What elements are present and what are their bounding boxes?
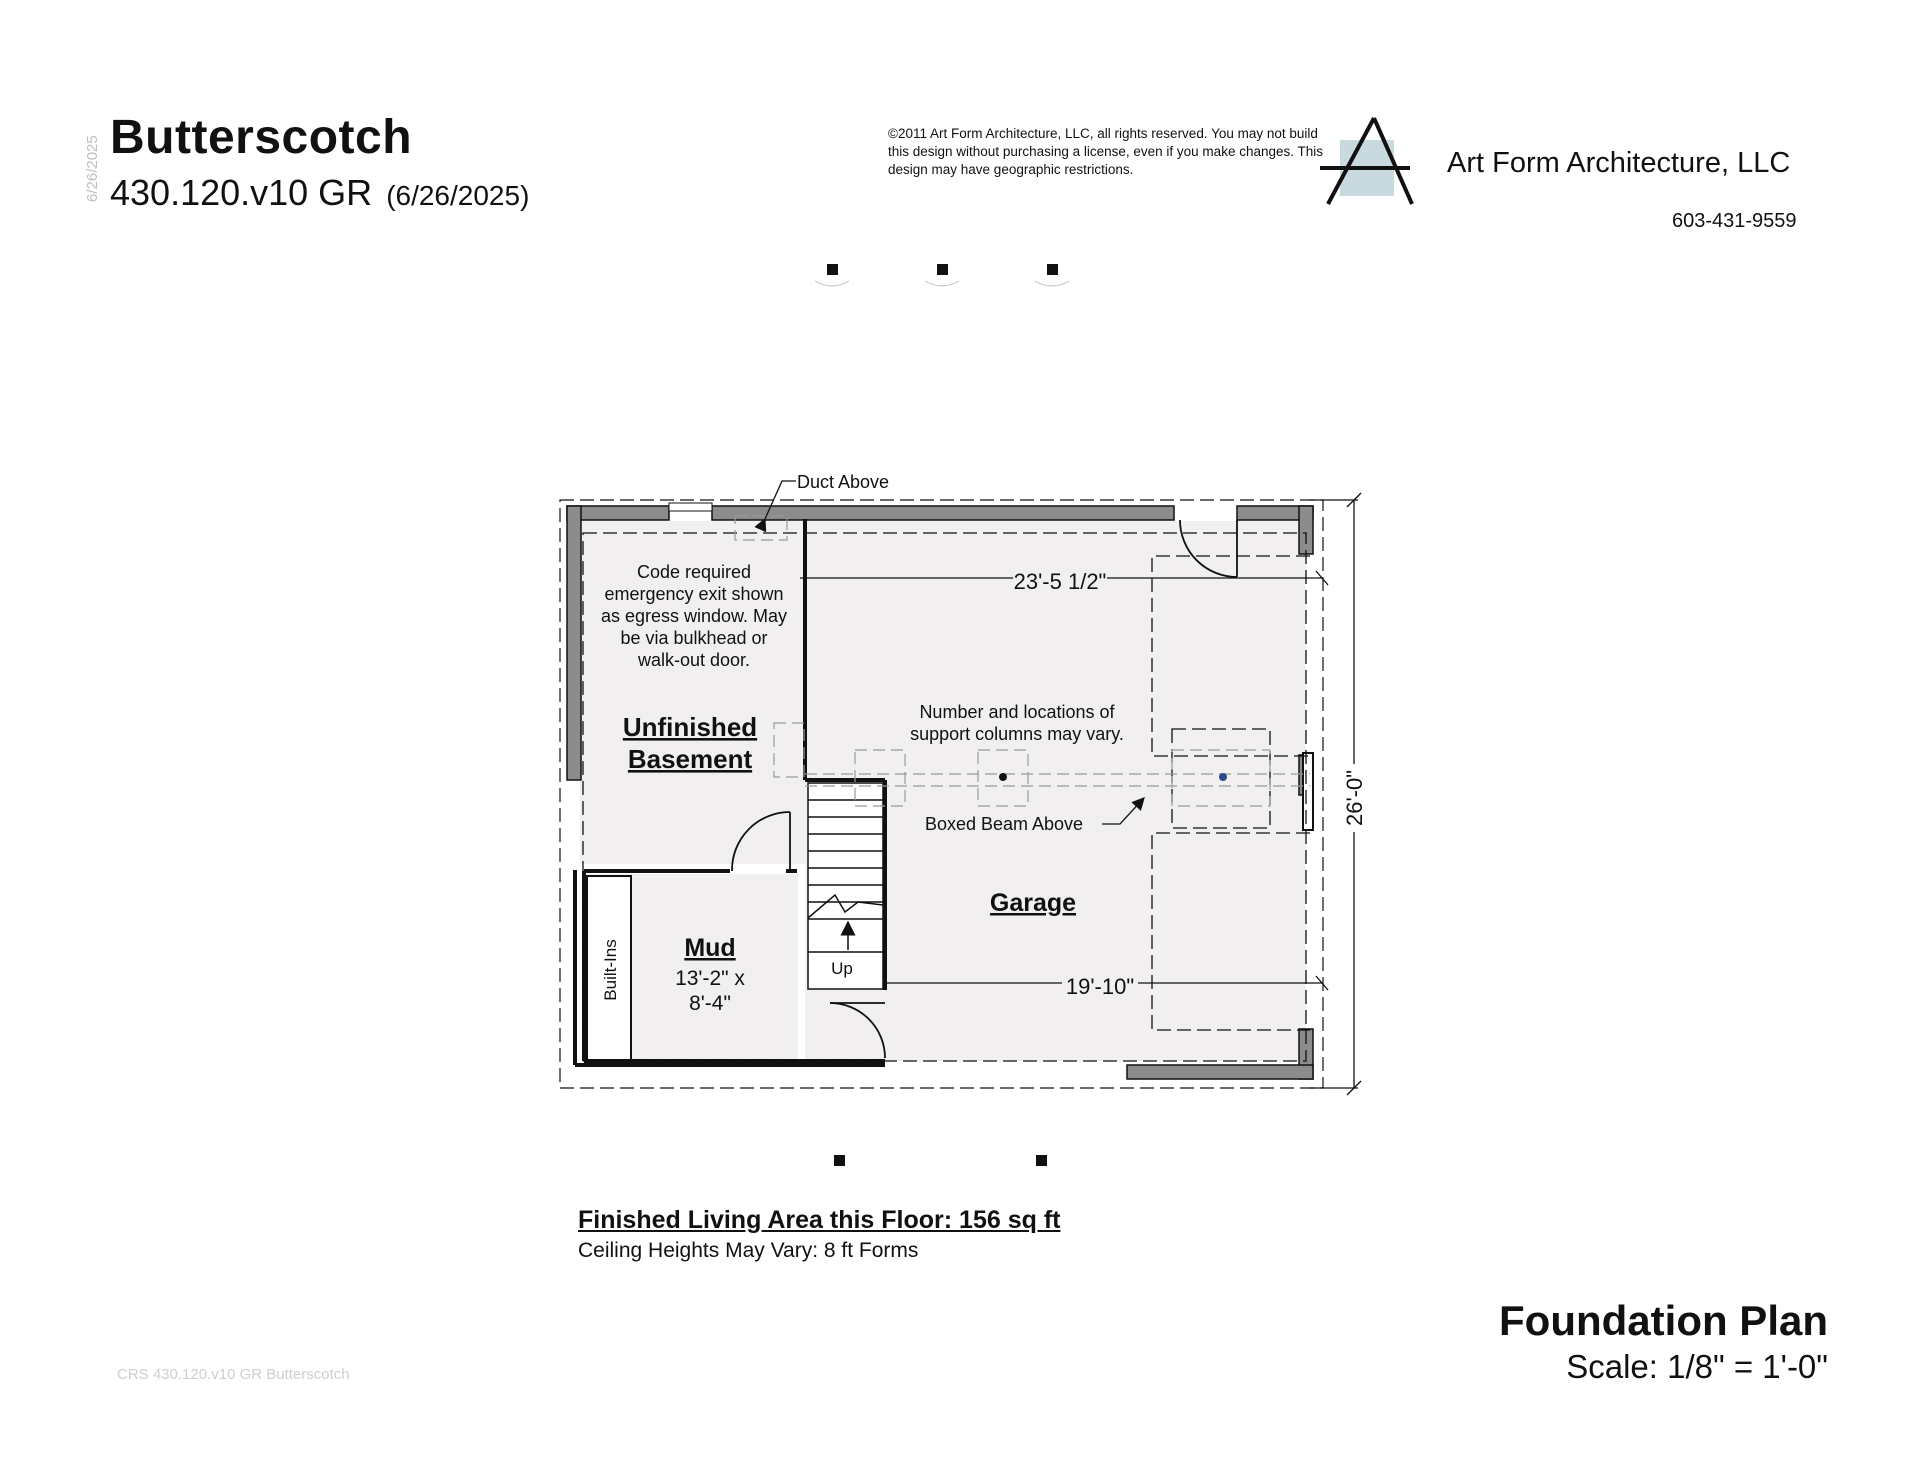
mud-dimensions-line-2: 8'-4" — [689, 992, 731, 1015]
plan-title: Butterscotch — [110, 111, 413, 164]
firm-phone: 603-431-9559 — [1672, 210, 1797, 232]
plan-code-text: 430.120.v10 GR — [110, 172, 373, 213]
dimension-top: 23'-5 1/2" — [1013, 569, 1107, 594]
ceiling-height-note: Ceiling Heights May Vary: 8 ft Forms — [578, 1239, 919, 1262]
finished-area-summary: Finished Living Area this Floor: 156 sq ft — [578, 1206, 1061, 1234]
builtins-label: Built-Ins — [601, 939, 620, 1001]
plan-date: (6/26/2025) — [386, 180, 530, 211]
copyright-notice: ©2011 Art Form Architecture, LLC, all rights reserved. You may not build this design without purchasing a license, even if you make changes. This design may have geographic restrictions. — [888, 126, 1323, 177]
firm-name: Art Form Architecture, LLC — [1447, 147, 1791, 179]
stair-up-label: Up — [831, 959, 853, 978]
basement-label-line-2: Basement — [627, 744, 753, 774]
dimension-side: 26'-0" — [1342, 769, 1367, 827]
garage-side-door — [1303, 753, 1313, 830]
dimension-garage: 19'-10" — [1065, 974, 1135, 999]
footer-code: CRS 430.120.v10 GR Butterscotch — [117, 1366, 350, 1383]
duct-label: Duct Above — [797, 472, 890, 492]
column-note-line-1: Number and locations of — [919, 702, 1115, 722]
egress-note-line-4: be via bulkhead or — [620, 628, 768, 648]
basement-label-line-1: Unfinished — [622, 712, 758, 742]
egress-note-line-3: as egress window. May — [600, 606, 788, 626]
support-column-2 — [1219, 773, 1227, 781]
egress-note-line-2: emergency exit shown — [604, 584, 784, 604]
support-column-1 — [999, 773, 1007, 781]
column-note-line-2: support columns may vary. — [910, 724, 1124, 744]
egress-window — [669, 503, 712, 511]
garage-label: Garage — [989, 889, 1077, 917]
side-date-stamp: 6/26/2025 — [84, 135, 101, 202]
egress-note-line-5: walk-out door. — [637, 650, 751, 670]
beam-label: Boxed Beam Above — [924, 814, 1084, 834]
plan-scale: Scale: 1/8" = 1'-0" — [1566, 1348, 1828, 1385]
plan-name: Foundation Plan — [1499, 1297, 1828, 1344]
mud-label: Mud — [684, 934, 736, 962]
egress-note-line-1: Code required — [636, 562, 752, 582]
mud-dimensions-line-1: 13'-2" x — [675, 967, 745, 990]
